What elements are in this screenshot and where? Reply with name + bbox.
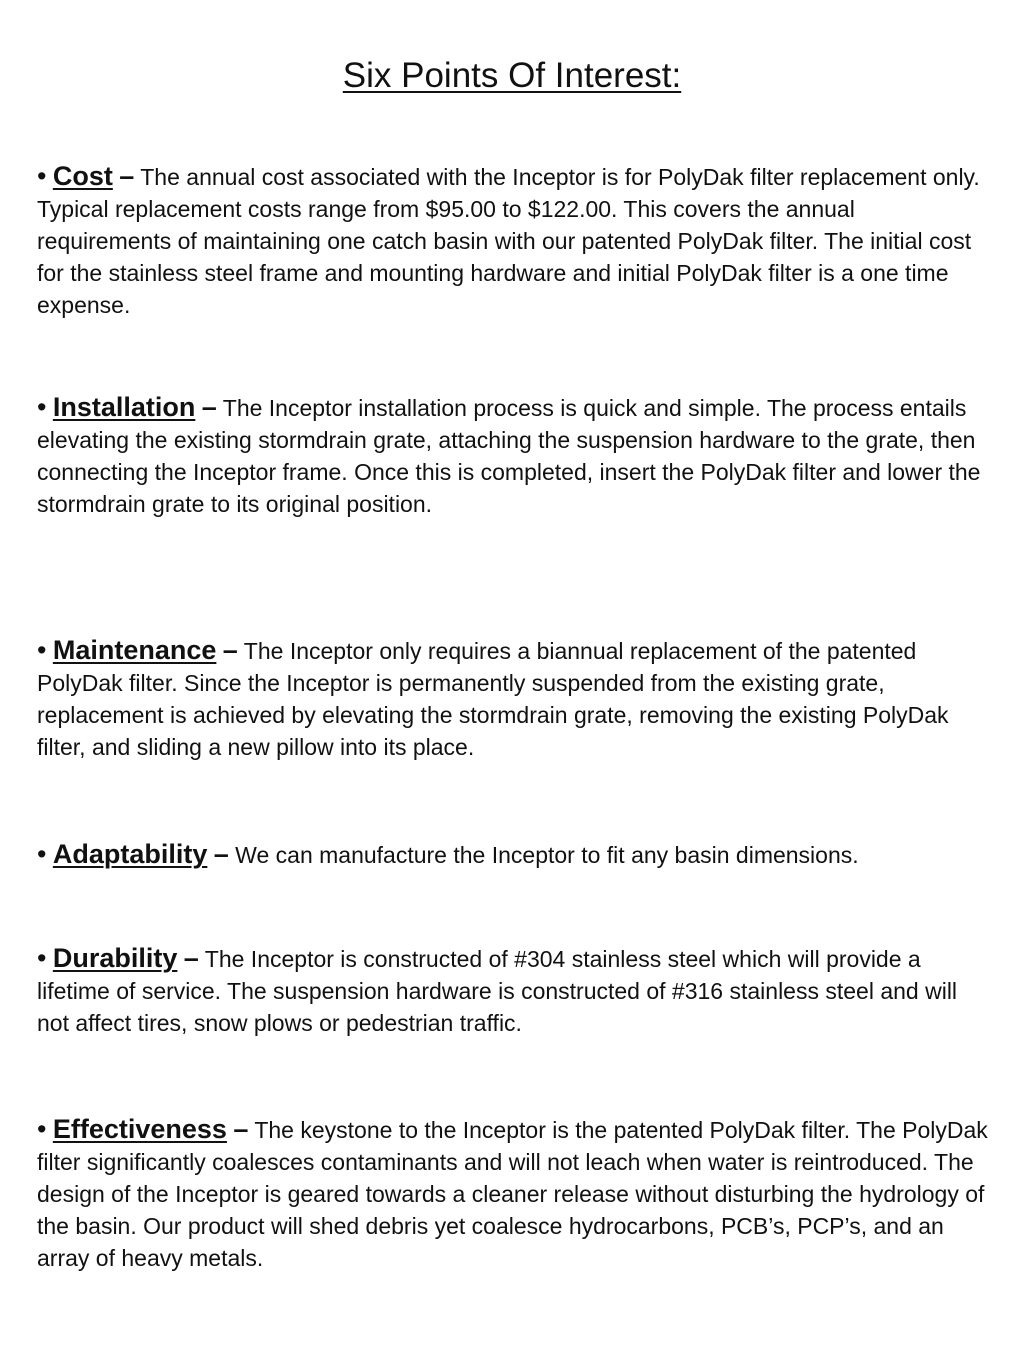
dash: – xyxy=(222,635,238,665)
point-text: The Inceptor is constructed of #304 stainless steel which will provide a lifetime of service. The suspension hardware is constructed of #316 stainless steel and will not affect tires, snow plows or pedestrian traffic. xyxy=(37,946,958,1036)
bullet: • xyxy=(37,161,47,191)
point-durability xyxy=(37,942,992,1039)
point-text: The Inceptor only requires a biannual replacement of the patented PolyDak filter. Since the Inceptor is permanently suspended from the existing grate, replacement is achieved by elevating the stormdrain grate, removing the existing PolyDak filter, and sliding a new pillow into its place. xyxy=(37,638,949,760)
bullet: • xyxy=(37,635,47,665)
dash: – xyxy=(233,1114,249,1144)
point-adaptability xyxy=(37,838,992,871)
point-maintenance xyxy=(37,634,992,763)
point-installation xyxy=(37,391,992,520)
page-title: Six Points Of Interest: xyxy=(342,56,682,95)
point-text: The Inceptor installation process is quick and simple. The process entails elevating the existing stormdrain grate, attaching the suspension hardware to the grate, then connecting the Inceptor frame. Once this is completed, insert the PolyDak filter and lower the stormdrain grate to its original position. xyxy=(37,395,981,517)
point-term: Durability xyxy=(52,943,178,973)
point-term: Installation xyxy=(52,392,196,422)
point-term: Adaptability xyxy=(52,839,208,869)
dash: – xyxy=(119,161,135,191)
bullet: • xyxy=(37,943,47,973)
bullet: • xyxy=(37,392,47,422)
point-text: We can manufacture the Inceptor to fit any basin dimensions. xyxy=(235,842,859,868)
point-effectiveness xyxy=(37,1113,992,1274)
bullet: • xyxy=(37,839,47,869)
point-term: Effectiveness xyxy=(52,1114,227,1144)
dash: – xyxy=(183,943,199,973)
point-text: The annual cost associated with the Inceptor is for PolyDak filter replacement only. Typical replacement costs range from $95.00 to $122.00. This covers the annual requirements of maintaining one catch basin with our patented PolyDak filter. The initial cost for the stainless steel frame and mounting hardware and initial PolyDak filter is a one time expense. xyxy=(37,164,980,318)
dash: – xyxy=(201,392,217,422)
point-term: Maintenance xyxy=(52,635,217,665)
point-text: The keystone to the Inceptor is the patented PolyDak filter. The PolyDak filter significantly coalesces contaminants and will not leach when water is reintroduced. The design of the Inceptor is geared towards a cleaner release without disturbing the hydrology of the basin. Our product will shed debris yet coalesce hydrocarbons, PCB’s, PCP’s, and an array of heavy metals. xyxy=(37,1117,988,1271)
point-cost xyxy=(37,160,992,321)
point-term: Cost xyxy=(52,161,113,191)
dash: – xyxy=(213,839,229,869)
bullet: • xyxy=(37,1114,47,1144)
